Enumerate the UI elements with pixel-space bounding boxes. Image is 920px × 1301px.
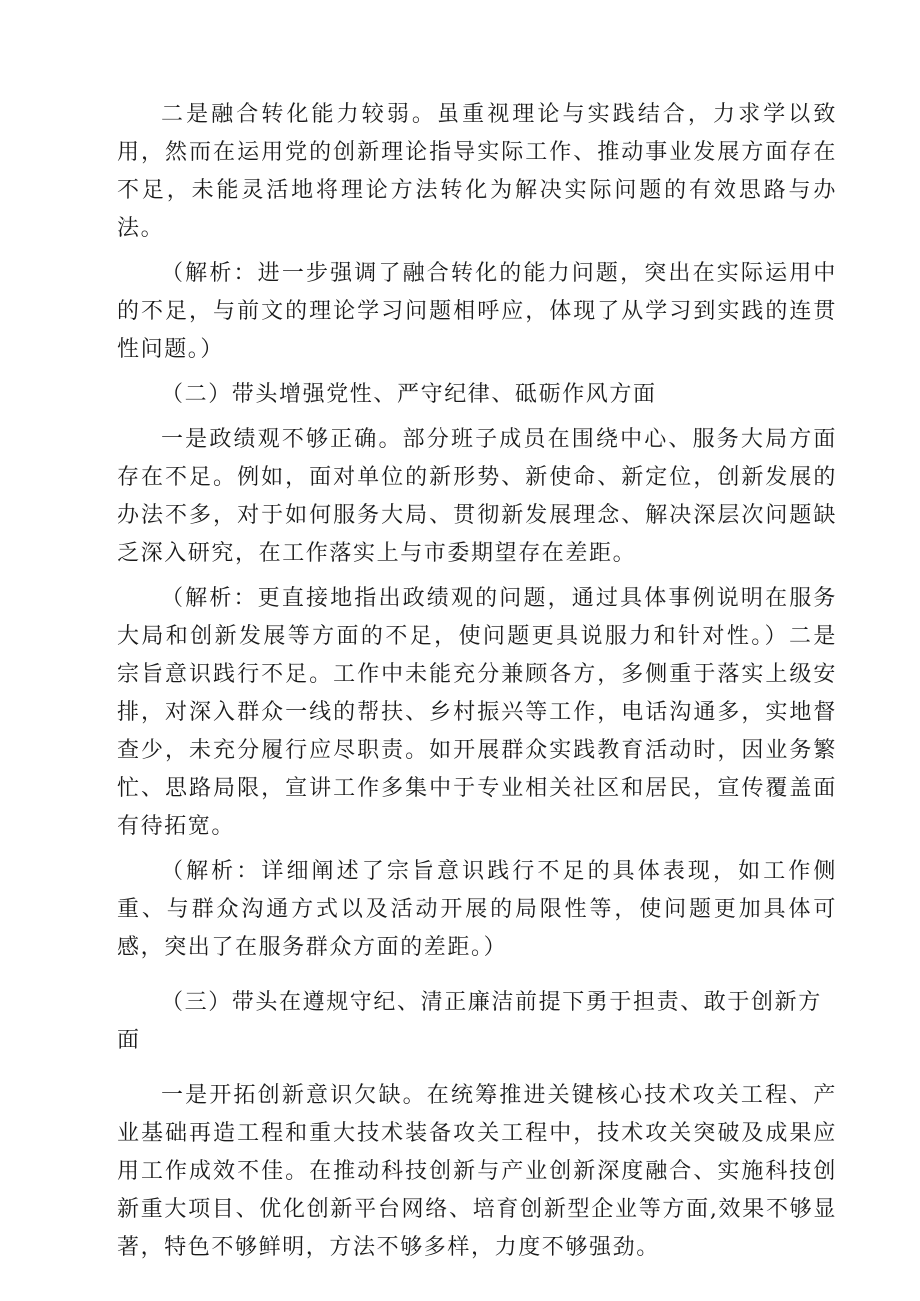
analysis-note-2: （解析：更直接地指出政绩观的问题，通过具体事例说明在服务大局和创新发展等方面的不足，使问题更具说服力和针对性。）二是宗旨意识践行不足。工作中未能充分兼顾各方，多侧重于落实上级安排，对深入群众一线的帮扶、乡村振兴等工作，电话沟通多，实地督查少，未充分履行应尽职责。如开展群众实践教育活动时，因业务繁忙、思路局限，宣讲工作多集中于专业相关社区和居民，宣传覆盖面有待拓宽。 xyxy=(117,586,837,839)
paragraph-innovation-awareness: 一是开拓创新意识欠缺。在统筹推进关键核心技术攻关工程、产业基础再造工程和重大技术装备攻关工程中，技术攻关突破及成果应用工作成效不佳。在推动科技创新与产业创新深度融合、实施科技创新重大项目、优化创新平台网络、培育创新型企业等方面,效果不够显著，特色不够鲜明，方法不够多样，力度不够强劲。 xyxy=(117,1083,837,1260)
paragraph-integration-ability: 二是融合转化能力较弱。虽重视理论与实践结合，力求学以致用，然而在运用党的创新理论指导实际工作、推动事业发展方面存在不足，未能灵活地将理论方法转化为解决实际问题的有效思路与办法。 xyxy=(117,102,837,241)
paragraph-performance-view: 一是政绩观不够正确。部分班子成员在围绕中心、服务大局方面存在不足。例如，面对单位的新形势、新使命、新定位，创新发展的办法不多，对于如何服务大局、贯彻新发展理念、解决深层次问题缺乏深入研究，在工作落实上与市委期望存在差距。 xyxy=(117,427,837,566)
document-body xyxy=(117,96,837,1267)
section-heading-2: （二）带头增强党性、严守纪律、砥砺作风方面 xyxy=(161,382,657,407)
analysis-note-3: （解析：详细阐述了宗旨意识践行不足的具体表现，如工作侧重、与群众沟通方式以及活动开展的局限性等，使问题更加具体可感，突出了在服务群众方面的差距。） xyxy=(117,859,837,960)
analysis-note-1: （解析：进一步强调了融合转化的能力问题，突出在实际运用中的不足，与前文的理论学习问题相呼应，体现了从学习到实践的连贯性问题。） xyxy=(117,261,837,362)
section-heading-3: （三）带头在遵规守纪、清正廉洁前提下勇于担责、敢于创新方面 xyxy=(117,990,822,1053)
